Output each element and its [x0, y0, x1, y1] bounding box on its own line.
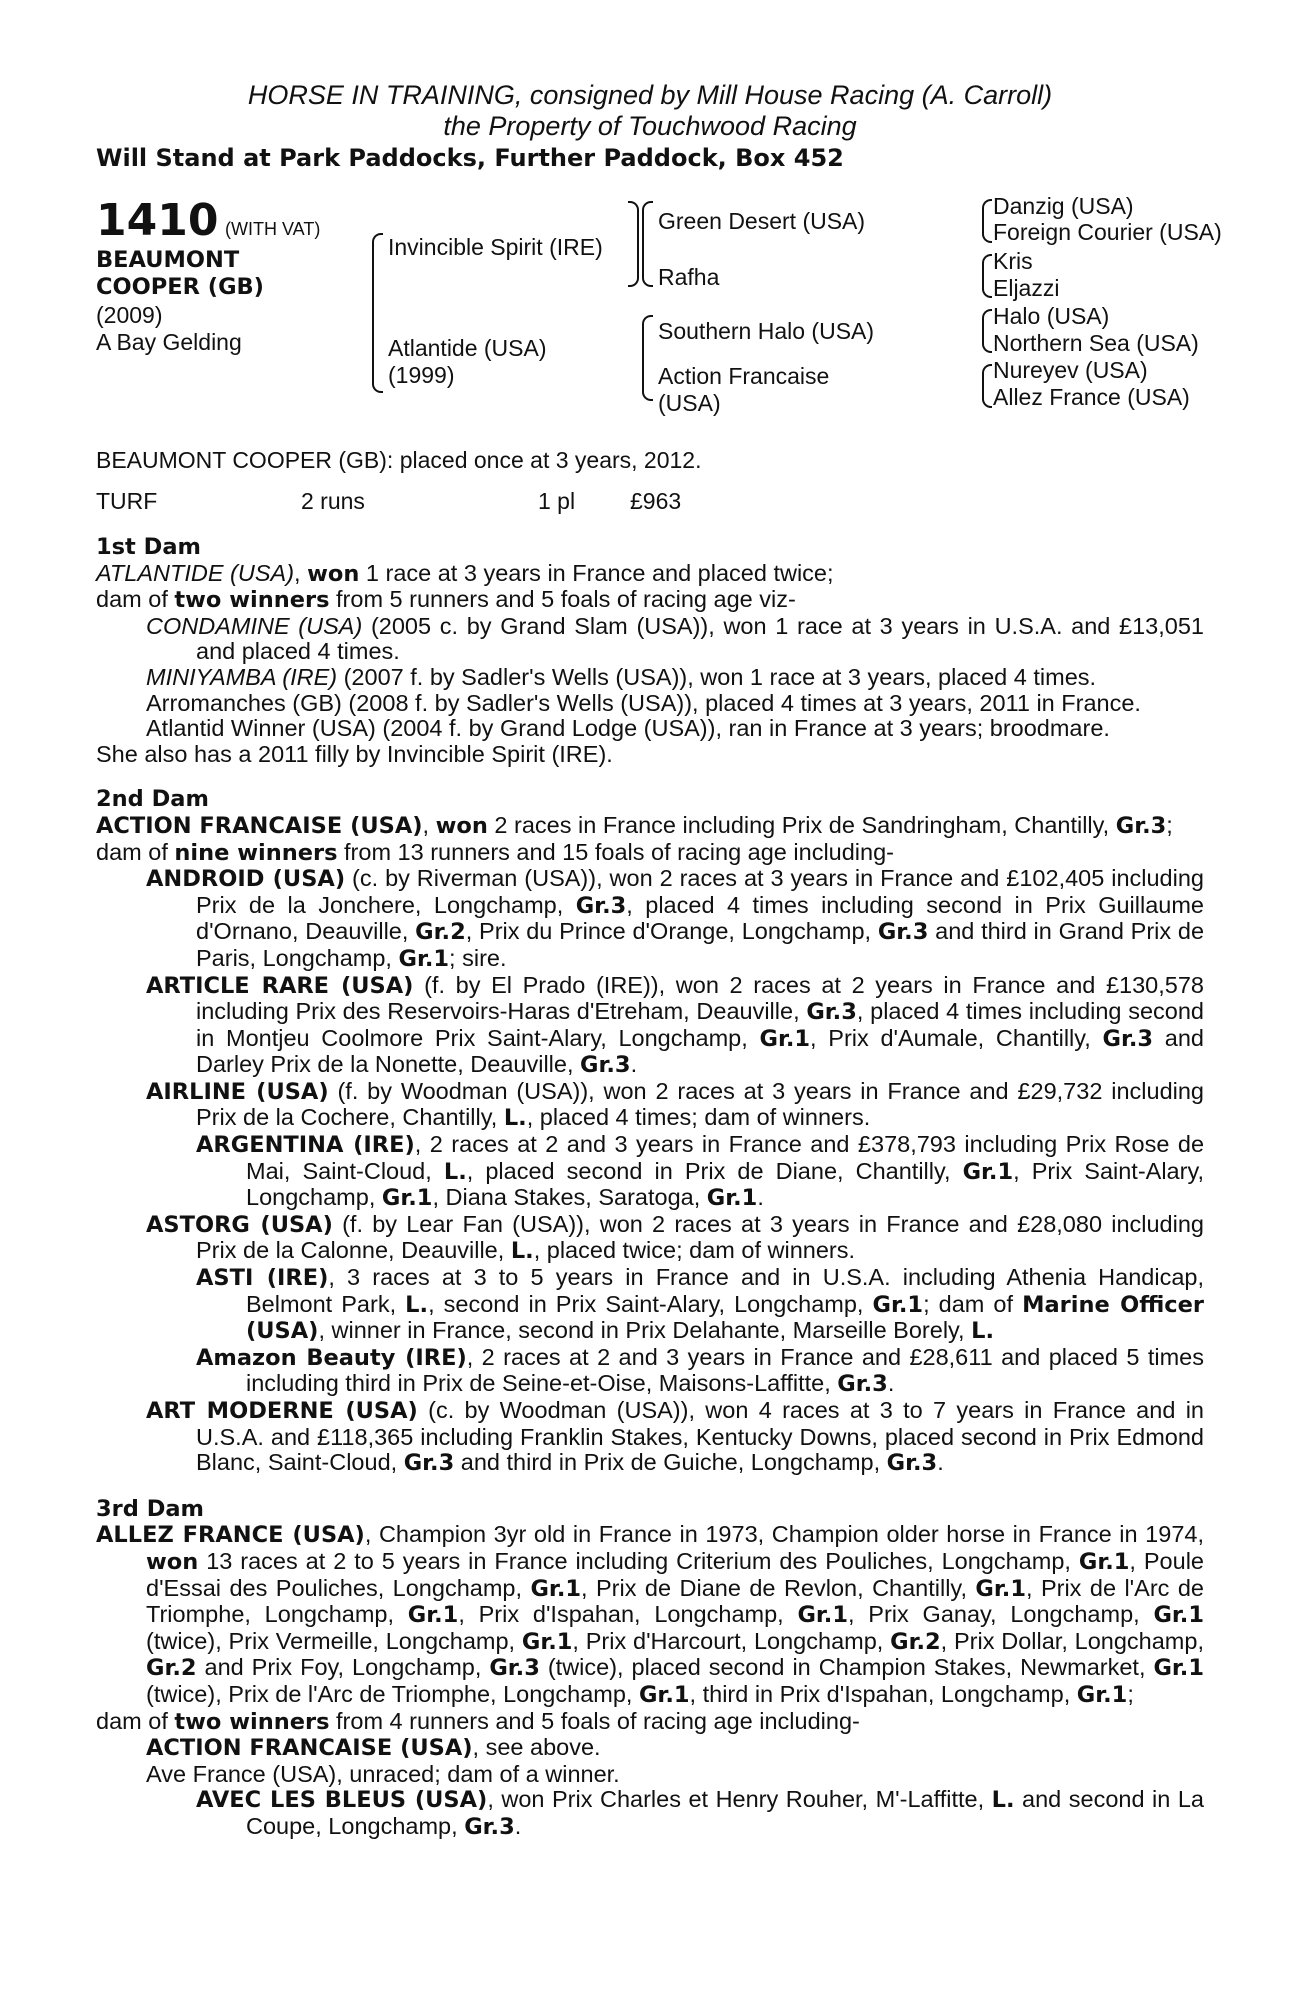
bold-text: Gr.1 [975, 1575, 1026, 1602]
dam-dam-line2: (USA) [658, 390, 721, 416]
text-run: and third in Grand Prix de Paris, Longchamp, [196, 918, 1205, 971]
bold-text: Gr.3 [1115, 812, 1167, 839]
text-run: , [422, 811, 436, 838]
second-dam-title: 2nd Dam [96, 786, 209, 813]
text-run: and Darley Prix de la Nonette, Deauville, [196, 1024, 1204, 1078]
produce-entry [96, 1132, 1204, 1212]
bold-text: Gr.1 [706, 1185, 758, 1212]
produce-entry [96, 1398, 1204, 1477]
text-run: and third in Prix de Guiche, Longchamp, [454, 1449, 887, 1476]
dam-sire: Southern Halo (USA) [658, 318, 875, 344]
bold-text: ASTORG (USA) [146, 1211, 333, 1238]
race-summary: BEAUMONT COOPER (GB): placed once at 3 years, 2012. [96, 447, 702, 473]
text-run: ; [1127, 1680, 1134, 1707]
text-run: , [294, 559, 308, 586]
text-run: dam of [96, 586, 175, 613]
produce-note: She also has a 2011 filly by Invincible Spirit (IRE). [96, 740, 613, 767]
bold-text: ASTI (IRE) [196, 1265, 329, 1292]
dam-produce-summary [96, 587, 1204, 614]
text-run: from 4 runners and 5 foals of racing age including- [329, 1707, 860, 1734]
bracket-gen3-3 [982, 309, 992, 353]
pedigree-block [96, 193, 1222, 437]
text-run: (c. by Woodman (USA)), won 4 races at 3 to 7 years in France and in U.S.A. and £118,365 including Franklin Stakes, Kentucky Downs, placed second in Prix Edmond Blanc, Saint-Cloud, [196, 1397, 1204, 1476]
text-run: ; dam of [923, 1290, 1023, 1317]
catalogue-page [96, 80, 1222, 1841]
dam-dam-sire: Nureyev (USA) [993, 357, 1148, 383]
bold-text: two winners [174, 1708, 330, 1735]
bold-text: two winners [174, 587, 330, 614]
text-run: , winner in France, second in Prix Delahante, Marseille Borely, [318, 1317, 972, 1344]
sire-dam-dam: Eljazzi [993, 275, 1060, 301]
text-run: (f. by Woodman (USA)), won 2 races at 3 years in France and £29,732 including Prix de la Cochere, Chantilly, [196, 1077, 1204, 1131]
produce-entry [96, 614, 1204, 665]
text-run: (f. by Lear Fan (USA)), won 2 races at 3 years in France and £28,080 including Prix de la Calonne, Deauville, [196, 1210, 1204, 1264]
text-run: from 5 runners and 5 foals of racing age viz- [329, 586, 796, 613]
bold-text: Gr.3 [489, 1655, 540, 1682]
text-run: 13 races at 2 to 5 years in France including Criterium des Pouliches, Longchamp, [198, 1547, 1079, 1574]
text-run: , Prix Saint-Alary, Longchamp, [246, 1157, 1204, 1211]
produce-entry [96, 1265, 1204, 1345]
text-run: (c. by Riverman (USA)), won 2 races at 3 years in France and £102,405 including Prix de la Jonchere, Longchamp, [196, 865, 1204, 918]
bold-text: Amazon Beauty (IRE) [196, 1344, 467, 1371]
text-run: 1 race at 3 years in France and placed twice; [359, 559, 834, 586]
bold-text: Gr.1 [638, 1681, 690, 1708]
produce-entry [96, 1079, 1204, 1132]
text-run: . [887, 1370, 895, 1397]
italic-text: MINIYAMBA (IRE) [146, 663, 338, 690]
bold-text: nine winners [174, 839, 338, 866]
bracket-gen3-1 [982, 199, 992, 243]
dam-record [96, 1522, 1204, 1708]
text-run: (2007 f. by Sadler's Wells (USA)), won 1 race at 3 years, placed 4 times. [337, 663, 1097, 690]
text-run: , second in Prix Saint-Alary, Longchamp, [428, 1290, 873, 1317]
bracket-gen1 [372, 233, 383, 393]
produce-entry [96, 866, 1204, 972]
bracket-dam-gen2 [642, 315, 653, 401]
italic-text: CONDAMINE (USA) [146, 612, 363, 639]
lot-heading [96, 195, 321, 246]
produce-entry [96, 1787, 1204, 1840]
text-run: . [630, 1051, 638, 1078]
text-run: dam of [96, 838, 175, 865]
bold-text: won [146, 1548, 199, 1575]
bold-text: Gr.1 [759, 1025, 811, 1052]
dam-dam-dam: Allez France (USA) [993, 384, 1190, 410]
first-dam-title: 1st Dam [96, 534, 201, 560]
bold-text: Gr.3 [886, 1450, 938, 1477]
bold-text: L. [971, 1318, 994, 1345]
text-run: . [514, 1812, 522, 1839]
bold-text: Gr.3 [806, 999, 857, 1026]
text-run: , placed twice; dam of winners. [533, 1237, 856, 1264]
bold-text: won [307, 560, 360, 587]
text-run: , third in Prix d'Ispahan, Longchamp, [689, 1680, 1077, 1707]
text-run: , 2 races at 2 and 3 years in France and £378,793 including Prix Rose de Mai, Saint-Cloud, [246, 1131, 1205, 1184]
bold-text: Gr.2 [146, 1655, 197, 1682]
produce-entry [96, 1212, 1204, 1265]
bold-text: Gr.3 [877, 919, 929, 946]
bold-text: Gr.1 [1153, 1655, 1204, 1682]
sire-dam: Rafha [658, 264, 720, 290]
text-run: , Prix Ganay, Longchamp, [848, 1601, 1154, 1628]
bold-text: won [435, 812, 488, 839]
text-run: from 13 runners and 15 foals of racing age including- [337, 838, 894, 865]
stand-line: Will Stand at Park Paddocks, Further Paddock, Box 452 [96, 144, 844, 172]
text-run: , placed second in Prix de Diane, Chantilly, [466, 1157, 963, 1184]
produce-entry [96, 1345, 1204, 1398]
horse-description: A Bay Gelding [96, 329, 242, 355]
bold-text: ALLEZ FRANCE (USA) [96, 1522, 365, 1549]
bold-text: AIRLINE (USA) [146, 1078, 329, 1105]
produce-entry [96, 973, 1204, 1079]
text-run: , placed 4 times including second in Montjeu Coolmore Prix Saint-Alary, Longchamp, [196, 998, 1204, 1051]
bold-text: Gr.1 [530, 1575, 582, 1602]
bold-text: Gr.3 [575, 892, 627, 919]
bold-text: Gr.1 [398, 945, 450, 972]
dam-produce-summary [96, 1709, 1204, 1736]
bold-text: Gr.1 [1078, 1548, 1130, 1575]
text-run: , Prix de l'Arc de Triomphe, Longchamp, [146, 1574, 1205, 1628]
lot-number: 1410 [96, 195, 219, 246]
text-run: . [757, 1184, 764, 1211]
italic-text: ATLANTIDE (USA) [96, 559, 295, 586]
bold-text: ARTICLE RARE (USA) [146, 972, 414, 999]
bracket-sire-gen2 [642, 201, 653, 287]
text-run: and second in La Coupe, Longchamp, [246, 1786, 1204, 1839]
text-run: , Poule d'Essai des Pouliches, Longchamp, [146, 1547, 1204, 1601]
sire-sire-dam: Foreign Courier (USA) [993, 219, 1222, 245]
dam-produce-summary [96, 840, 1204, 867]
bold-text: Gr.1 [872, 1291, 924, 1318]
foal-year: (2009) [96, 302, 163, 328]
text-run: , Diana Stakes, Saratoga, [432, 1184, 707, 1211]
earnings: £963 [630, 488, 682, 514]
text-run: , see above. [472, 1734, 601, 1761]
produce-entry [96, 1735, 1204, 1762]
text-run: , 3 races at 3 to 5 years in France and in U.S.A. including Athenia Handicap, Belmont Park, [246, 1264, 1204, 1317]
bold-text: Gr.3 [580, 1052, 631, 1079]
runs: 2 runs [301, 488, 365, 514]
horse-name-line1: BEAUMONT [96, 247, 240, 273]
placings: 1 pl [538, 488, 576, 514]
bold-text: L. [503, 1105, 527, 1132]
text-run: . [937, 1449, 944, 1476]
text-run: (2005 c. by Grand Slam (USA)), won 1 race at 3 years in U.S.A. and £13,051 and placed 4 times. [196, 612, 1204, 665]
text-run: , Prix d'Ispahan, Longchamp, [458, 1601, 798, 1628]
bold-text: Gr.1 [407, 1602, 459, 1629]
dam: Atlantide (USA) [388, 335, 547, 361]
text-run: (twice), placed second in Champion Stakes, Newmarket, [539, 1654, 1154, 1681]
sire-sire: Green Desert (USA) [658, 208, 866, 234]
surface: TURF [96, 488, 158, 514]
bracket-gen3-4 [982, 364, 992, 408]
owner-line: the Property of Touchwood Racing [443, 111, 857, 141]
text-run: (twice), Prix de l'Arc de Triomphe, Longchamp, [146, 1680, 639, 1707]
text-run: and Prix Foy, Longchamp, [196, 1654, 490, 1681]
bold-text: Gr.3 [403, 1450, 455, 1477]
bold-text: Gr.1 [1153, 1602, 1204, 1629]
produce-entry: Arromanches (GB) (2008 f. by Sadler's Wells (USA)), placed 4 times at 3 years, 2011 in France. [146, 689, 1141, 716]
second-dam-section [96, 787, 1204, 1476]
bold-text: Gr.2 [890, 1628, 941, 1655]
bold-text: Gr.3 [1102, 1025, 1154, 1052]
bold-text: Gr.1 [1076, 1681, 1128, 1708]
bold-text: AVEC LES BLEUS (USA) [196, 1787, 488, 1814]
bold-text: Gr.1 [521, 1628, 573, 1655]
bold-text: Gr.3 [837, 1371, 888, 1398]
bracket-gen3-2 [982, 254, 992, 298]
produce-entry [96, 665, 1204, 691]
bold-text: Gr.1 [797, 1602, 849, 1629]
text-run: (twice), Prix Vermeille, Longchamp, [146, 1627, 522, 1654]
bold-text: L. [405, 1291, 429, 1318]
text-run: , Prix du Prince d'Orange, Longchamp, [465, 918, 878, 945]
text-run: ; sire. [449, 944, 507, 971]
text-run: , Prix Dollar, Longchamp, [940, 1627, 1204, 1654]
text-run: ; [1166, 811, 1173, 838]
bold-text: ART MODERNE (USA) [146, 1398, 418, 1424]
bracket-sire-join [628, 201, 639, 287]
text-run: 2 races in France including Prix de Sandringham, Chantilly, [487, 811, 1116, 838]
text-run: , won Prix Charles et Henry Rouher, M'-Laffitte, [487, 1786, 992, 1813]
third-dam-title: 3rd Dam [96, 1495, 204, 1522]
text-run: , 2 races at 2 and 3 years in France and £28,611 and placed 5 times including third in Prix de Seine-et-Oise, Maisons-Laffitte, [246, 1343, 1204, 1397]
bold-text: L. [991, 1787, 1015, 1814]
first-dam-section [96, 535, 1204, 767]
sire-dam-sire: Kris [993, 248, 1033, 274]
dam-sire-sire: Halo (USA) [993, 303, 1110, 329]
text-run: , Prix de Diane de Revlon, Chantilly, [581, 1574, 976, 1601]
sire: Invincible Spirit (IRE) [388, 234, 603, 260]
sire-sire-sire: Danzig (USA) [993, 193, 1134, 219]
produce-entry: Atlantid Winner (USA) (2004 f. by Grand Lodge (USA)), ran in France at 3 years; broodmare. [146, 715, 1110, 742]
produce-entry: Ave France (USA), unraced; dam of a winner. [146, 1760, 620, 1787]
bold-text: L. [443, 1158, 467, 1185]
bold-text: ANDROID (USA) [146, 866, 346, 893]
vat-label: (WITH VAT) [225, 219, 321, 239]
text-run: , placed 4 times; dam of winners. [526, 1104, 871, 1131]
bold-text: Gr.3 [464, 1813, 515, 1840]
text-run: , placed 4 times including second in Prix Guillaume d'Ornano, Deauville, [196, 891, 1204, 945]
bold-text: Gr.1 [962, 1158, 1014, 1185]
text-run: (f. by El Prado (IRE)), won 2 races at 2 years in France and £130,578 including Prix des Reservoirs-Haras d'Etreham, Deauville, [196, 971, 1204, 1025]
bold-text: Marine Officer (USA) [246, 1291, 1204, 1345]
dam-record [96, 561, 1204, 588]
bold-text: ACTION FRANCAISE (USA) [146, 1735, 473, 1762]
race-record [96, 488, 1204, 515]
bold-text: ACTION FRANCAISE (USA) [96, 812, 423, 839]
bold-text: Gr.1 [381, 1185, 433, 1212]
third-dam-section [96, 1497, 1204, 1841]
dam-year: (1999) [388, 362, 455, 388]
text-run: dam of [96, 1707, 175, 1734]
text-run: , Prix d'Harcourt, Longchamp, [572, 1627, 891, 1654]
consignor-line: HORSE IN TRAINING, consigned by Mill House Racing (A. Carroll) [247, 80, 1053, 110]
dam-sire-dam: Northern Sea (USA) [993, 330, 1199, 356]
bold-text: ARGENTINA (IRE) [196, 1132, 415, 1159]
dam-record [96, 813, 1204, 840]
text-run: , Champion 3yr old in France in 1973, Champion older horse in France in 1974, [364, 1521, 1204, 1548]
text-run: , Prix d'Aumale, Chantilly, [810, 1024, 1103, 1051]
horse-name-line2: COOPER (GB) [96, 274, 264, 300]
bold-text: L. [510, 1238, 534, 1265]
bold-text: Gr.2 [415, 919, 466, 946]
dam-dam-line1: Action Francaise [658, 363, 830, 389]
